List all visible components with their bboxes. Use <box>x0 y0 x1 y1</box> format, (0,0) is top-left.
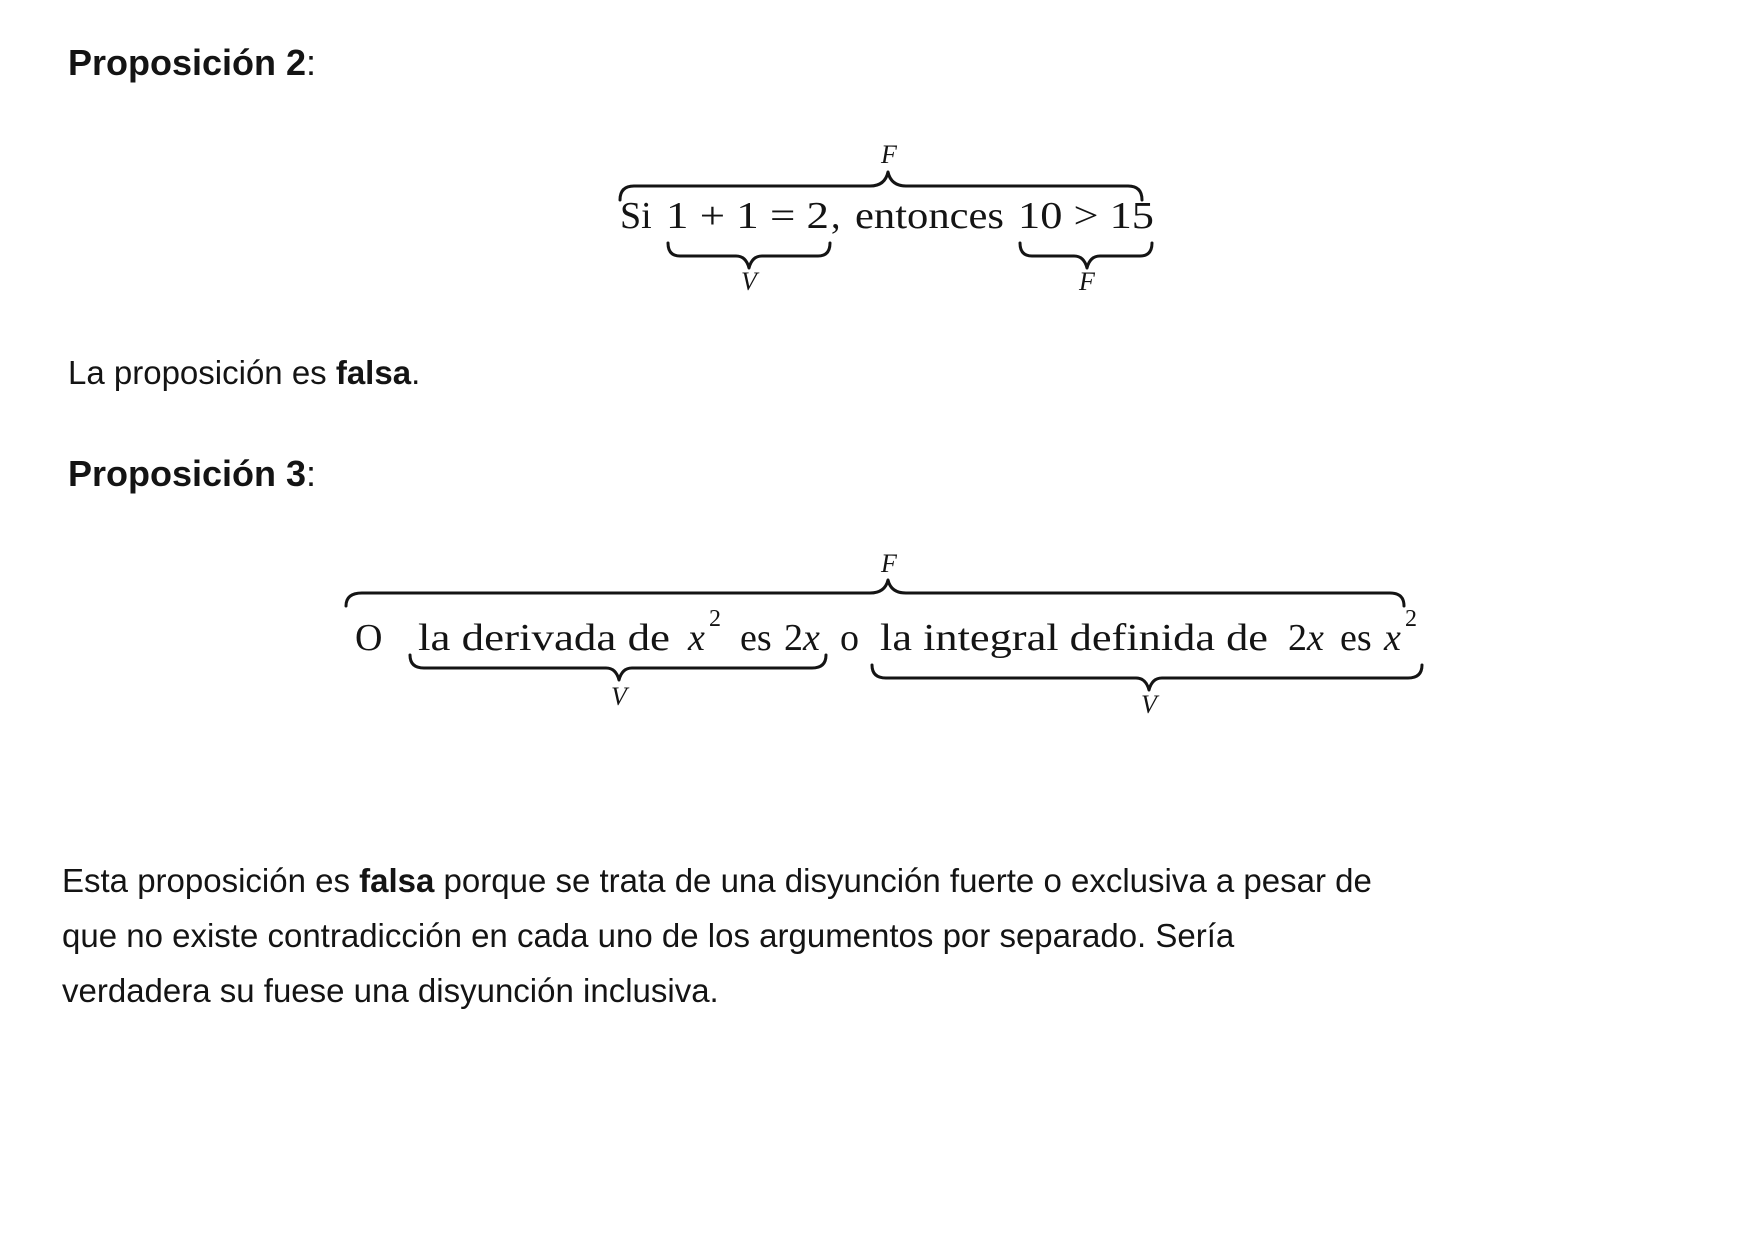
explanation-line-3: verdadera su fuese una disyunción inclusiva. <box>62 972 719 1009</box>
proposition-3-title: Proposición 3 <box>68 453 307 494</box>
conclusion-text: La proposición es <box>68 354 336 391</box>
proposition-3-second-var2: x <box>1384 617 1401 659</box>
proposition-2-title: Proposición 2 <box>68 42 307 83</box>
proposition-2-comma: , <box>831 195 841 237</box>
conclusion-period: . <box>411 354 421 391</box>
proposition-2-antecedent-value: V <box>741 267 757 296</box>
proposition-3-first-text: la derivada de <box>418 617 670 659</box>
proposition-2-colon: : <box>306 42 317 83</box>
proposition-3-second-es: es <box>1340 617 1372 659</box>
proposition-3-o-mid: o <box>840 617 859 659</box>
explanation-line-2: que no existe contradicción en cada uno de los argumentos por separado. Sería <box>62 917 1235 954</box>
proposition-3-second-exp: 2 <box>1405 606 1417 632</box>
proposition-3-explanation <box>62 853 1372 1018</box>
proposition-3-second-num: 2 <box>1288 617 1307 659</box>
proposition-2-consequent: 10 > 15 <box>1018 195 1154 237</box>
conclusion-bold-falsa: falsa <box>335 354 412 391</box>
proposition-3-first-var2: x <box>803 617 820 659</box>
proposition-2-entonces: entonces <box>855 195 1004 237</box>
explanation-line-1-start: Esta proposición es <box>62 862 360 899</box>
explanation-line-1-end: porque se trata de una disyunción fuerte o exclusiva a pesar de <box>434 862 1372 899</box>
proposition-3-second-var: x <box>1307 617 1324 659</box>
proposition-2-consequent-value: F <box>1079 267 1095 296</box>
proposition-3-o-start: O <box>355 617 383 659</box>
proposition-3-colon: : <box>306 453 317 494</box>
proposition-3-overall-value: F <box>881 549 897 578</box>
proposition-3-second-value: V <box>1141 690 1157 719</box>
proposition-2-formula <box>0 0 1754 300</box>
proposition-3-first-value: V <box>611 682 627 711</box>
explanation-line-1 <box>62 853 1372 908</box>
proposition-3-second-text: la integral definida de <box>880 617 1268 659</box>
proposition-2-antecedent-underbrace <box>668 243 830 268</box>
proposition-2-overall-value: F <box>881 140 897 169</box>
proposition-2-si: Si <box>620 195 652 237</box>
proposition-3-first-exp: 2 <box>709 606 721 632</box>
proposition-2-antecedent: 1 + 1 = 2 <box>666 195 829 237</box>
proposition-2-consequent-underbrace <box>1020 243 1152 268</box>
proposition-3-first-var: x <box>688 617 705 659</box>
proposition-3-first-num: 2 <box>784 617 803 659</box>
proposition-3-first-es: es <box>740 617 772 659</box>
proposition-3-second-underbrace <box>872 665 1422 690</box>
explanation-bold-falsa: falsa <box>359 862 435 899</box>
proposition-3-overbrace <box>346 580 1404 606</box>
proposition-3-formula <box>0 380 1754 719</box>
